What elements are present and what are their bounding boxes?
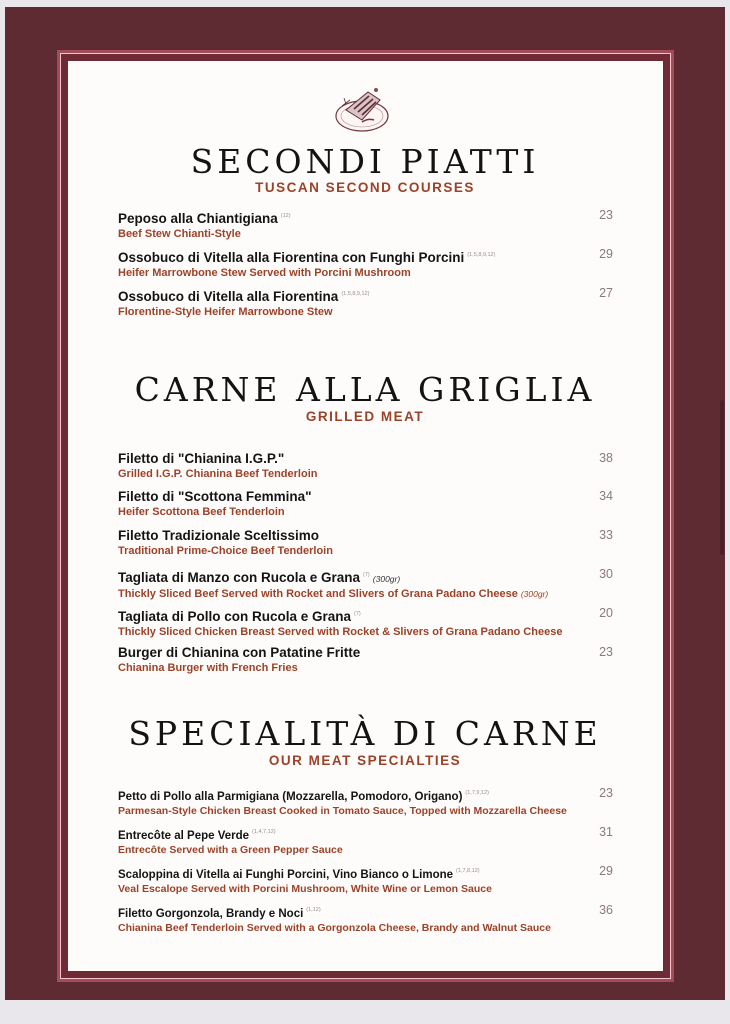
item-description: Entrecôte Served with a Green Pepper Sauce bbox=[118, 844, 343, 856]
item-name: Filetto Tradizionale Sceltissimo bbox=[118, 528, 320, 543]
menu-item bbox=[118, 825, 613, 857]
item-price: 36 bbox=[599, 903, 613, 917]
item-name: Petto di Pollo alla Parmigiana (Mozzarella, Pomodoro, Origano) bbox=[118, 791, 463, 803]
item-description: Thickly Sliced Chicken Breast Served with Rocket & Slivers of Grana Padano Cheese bbox=[118, 626, 563, 638]
menu-item bbox=[118, 489, 613, 519]
item-name: Ossobuco di Vitella alla Fiorentina bbox=[118, 289, 339, 304]
item-price: 30 bbox=[599, 567, 613, 581]
item-name: Peposo alla Chiantigiana bbox=[118, 211, 278, 226]
item-description: Heifer Scottona Beef Tenderloin bbox=[118, 506, 285, 518]
section-subtitle: OUR MEAT SPECIALTIES bbox=[268, 753, 462, 768]
item-price: 23 bbox=[599, 786, 613, 800]
item-price: 38 bbox=[599, 451, 613, 465]
menu-item bbox=[118, 645, 613, 675]
section-subtitle: GRILLED MEAT bbox=[305, 409, 425, 424]
item-description: Veal Escalope Served with Porcini Mushroom, White Wine or Lemon Sauce bbox=[118, 883, 492, 895]
item-name: Burger di Chianina con Patatine Fritte bbox=[118, 645, 361, 660]
section-title-secondi-piatti: SECONDI PIATTI bbox=[190, 142, 540, 181]
allergen-codes: (1,4,7,12) bbox=[252, 829, 276, 835]
item-price: 29 bbox=[599, 247, 613, 261]
allergen-codes: (1,5,8,9,12) bbox=[467, 252, 496, 258]
menu-item bbox=[118, 786, 613, 818]
allergen-codes: (1,5,8,9,12) bbox=[341, 291, 370, 297]
section-title-specialita-di-carne: SPECIALITÀ DI CARNE bbox=[128, 714, 602, 753]
item-price: 33 bbox=[599, 528, 613, 542]
item-name: Filetto Gorgonzola, Brandy e Noci bbox=[118, 908, 304, 920]
item-description: Florentine-Style Heifer Marrowbone Stew bbox=[118, 306, 333, 318]
item-description: Thickly Sliced Beef Served with Rocket and Slivers of Grana Padano Cheese bbox=[118, 588, 518, 600]
menu-item bbox=[118, 286, 613, 319]
item-description: Beef Stew Chianti-Style bbox=[118, 228, 241, 240]
item-description: Chianina Beef Tenderloin Served with a Gorgonzola Cheese, Brandy and Walnut Sauce bbox=[118, 922, 551, 934]
allergen-codes: (1,7,9,12) bbox=[465, 790, 489, 796]
menu-item bbox=[118, 606, 613, 639]
item-price: 27 bbox=[599, 286, 613, 300]
item-price: 29 bbox=[599, 864, 613, 878]
item-price: 34 bbox=[599, 489, 613, 503]
item-name: Tagliata di Pollo con Rucola e Grana bbox=[118, 609, 352, 624]
item-name: Entrecôte al Pepe Verde bbox=[118, 830, 250, 842]
section-title-carne-alla-griglia: CARNE ALLA GRIGLIA bbox=[134, 370, 596, 409]
menu-item bbox=[118, 208, 613, 241]
item-description: Chianina Burger with French Fries bbox=[118, 662, 298, 674]
portion-note: (300gr) bbox=[520, 589, 549, 599]
menu-item bbox=[118, 567, 613, 601]
item-description: Heifer Marrowbone Stew Served with Porcini Mushroom bbox=[118, 267, 411, 279]
grilled-meat-plate-icon bbox=[332, 82, 392, 134]
menu-item bbox=[118, 451, 613, 481]
portion-note: (300gr) bbox=[372, 574, 401, 584]
menu-item bbox=[118, 864, 613, 896]
item-price: 23 bbox=[599, 208, 613, 222]
item-name: Ossobuco di Vitella alla Fiorentina con Funghi Porcini bbox=[118, 250, 465, 265]
item-description: Grilled I.G.P. Chianina Beef Tenderloin bbox=[118, 468, 318, 480]
item-description: Parmesan-Style Chicken Breast Cooked in Tomato Sauce, Topped with Mozzarella Cheese bbox=[118, 805, 567, 817]
menu-item bbox=[118, 247, 613, 280]
item-price: 23 bbox=[599, 645, 613, 659]
item-price: 31 bbox=[599, 825, 613, 839]
item-name: Filetto di "Chianina I.G.P." bbox=[118, 451, 285, 466]
item-name: Filetto di "Scottona Femmina" bbox=[118, 489, 312, 504]
allergen-codes: (1,7,8,12) bbox=[456, 868, 480, 874]
item-description: Traditional Prime-Choice Beef Tenderloin bbox=[118, 545, 333, 557]
menu-item bbox=[118, 528, 613, 558]
menu-item bbox=[118, 903, 613, 935]
allergen-codes: (7) bbox=[363, 572, 370, 578]
allergen-codes: (1,12) bbox=[306, 907, 321, 913]
allergen-codes: (12) bbox=[280, 213, 291, 219]
item-name: Tagliata di Manzo con Rucola e Grana bbox=[118, 570, 361, 585]
allergen-codes: (7) bbox=[354, 611, 361, 617]
section-subtitle: TUSCAN SECOND COURSES bbox=[255, 180, 475, 195]
item-name: Scaloppina di Vitella ai Funghi Porcini, Vino Bianco o Limone bbox=[118, 869, 454, 881]
item-price: 20 bbox=[599, 606, 613, 620]
